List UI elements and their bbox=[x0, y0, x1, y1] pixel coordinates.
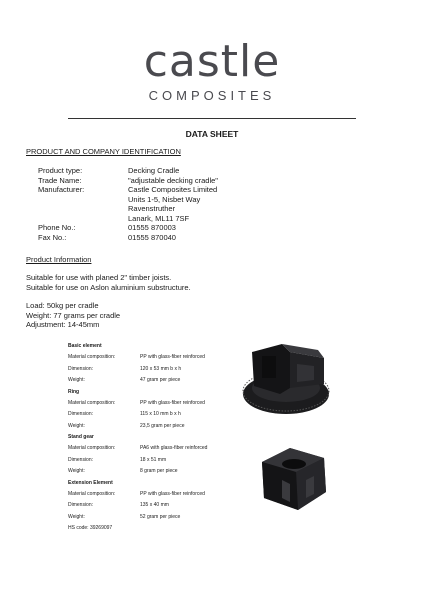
group-heading: Extension Element bbox=[68, 479, 113, 486]
table-row: Weight: 52 gram per piece bbox=[68, 513, 181, 520]
id-row bbox=[38, 233, 218, 243]
header-divider bbox=[68, 118, 356, 119]
id-label: Product type: bbox=[38, 166, 83, 175]
id-row bbox=[38, 166, 218, 176]
group-heading: Ring bbox=[68, 388, 80, 395]
id-row bbox=[38, 223, 218, 233]
table-row: Weight: 8 gram per piece bbox=[68, 468, 178, 474]
group-heading: Basic element bbox=[68, 343, 102, 349]
spec-line: Load: 50kg per cradle bbox=[26, 301, 99, 310]
suitability-line: Suitable for use with planed 2" timber joists. bbox=[26, 273, 172, 282]
section-heading-product-info: Product Information bbox=[26, 255, 92, 264]
table-row: Dimension: 115 x 10 mm b x h bbox=[68, 411, 181, 417]
id-row bbox=[38, 214, 218, 224]
table-row: Dimension: 120 x 53 mm b x h bbox=[68, 365, 182, 372]
id-label bbox=[38, 204, 128, 214]
id-label bbox=[38, 214, 128, 224]
id-value: Decking Cradle bbox=[128, 166, 180, 175]
section-heading-identification: PRODUCT AND COMPANY IDENTIFICATION bbox=[26, 147, 181, 156]
id-label: Phone No.: bbox=[38, 223, 76, 232]
table-row: Material composition: PP with glass-fiber reinforced bbox=[68, 354, 205, 360]
id-row bbox=[38, 204, 218, 214]
extension-element-image bbox=[254, 440, 332, 522]
element-spec-table bbox=[68, 341, 240, 533]
table-row: Weight: 23,5 gram per piece bbox=[68, 422, 185, 429]
document-title: DATA SHEET bbox=[185, 129, 239, 139]
id-value: Lanark, ML11 7SF bbox=[128, 213, 190, 223]
table-row: Material composition: PA6 with glass-fiber reinforced bbox=[68, 445, 208, 451]
id-label: Fax No.: bbox=[38, 232, 67, 242]
company-logo bbox=[0, 36, 424, 103]
table-row: Weight: 47 gram per piece bbox=[68, 377, 181, 383]
id-row bbox=[38, 176, 218, 186]
identification-list bbox=[38, 166, 218, 242]
logo-wordmark: castle bbox=[143, 36, 281, 87]
spec-line: Adjustment: 14-45mm bbox=[26, 320, 100, 329]
id-value: 01555 870040 bbox=[128, 232, 176, 242]
id-label: Trade Name: bbox=[38, 175, 82, 185]
id-row bbox=[38, 195, 218, 205]
table-row: Dimension: 135 x 40 mm bbox=[68, 502, 169, 508]
table-row: Material composition: PP with glass-fiber reinforced bbox=[68, 490, 205, 497]
id-label: Manufacturer: bbox=[38, 185, 85, 194]
hs-code: HS code: 39269097 bbox=[68, 525, 113, 531]
id-value: Castle Composites Limited bbox=[128, 185, 218, 194]
id-value: Ravenstruther bbox=[128, 204, 176, 213]
id-label bbox=[38, 195, 128, 205]
suitability-text bbox=[26, 273, 191, 292]
logo-subtitle: COMPOSITES bbox=[148, 88, 276, 103]
suitability-line: Suitable for use on Aslon aluminium substructure. bbox=[26, 282, 191, 292]
spec-line: Weight: 77 grams per cradle bbox=[26, 310, 121, 320]
spec-text bbox=[26, 301, 120, 330]
table-row: Material composition: PP with glass-fiber reinforced bbox=[68, 399, 205, 406]
id-value: 01555 870003 bbox=[128, 223, 176, 232]
cradle-base-image bbox=[242, 342, 334, 430]
id-value: Units 1-5, Nisbet Way bbox=[128, 194, 201, 204]
table-row: Dimension: 18 x 51 mm bbox=[68, 456, 167, 463]
id-row bbox=[38, 185, 218, 195]
id-value: "adjustable decking cradle" bbox=[128, 175, 218, 185]
group-heading: Stand gear bbox=[68, 434, 94, 440]
